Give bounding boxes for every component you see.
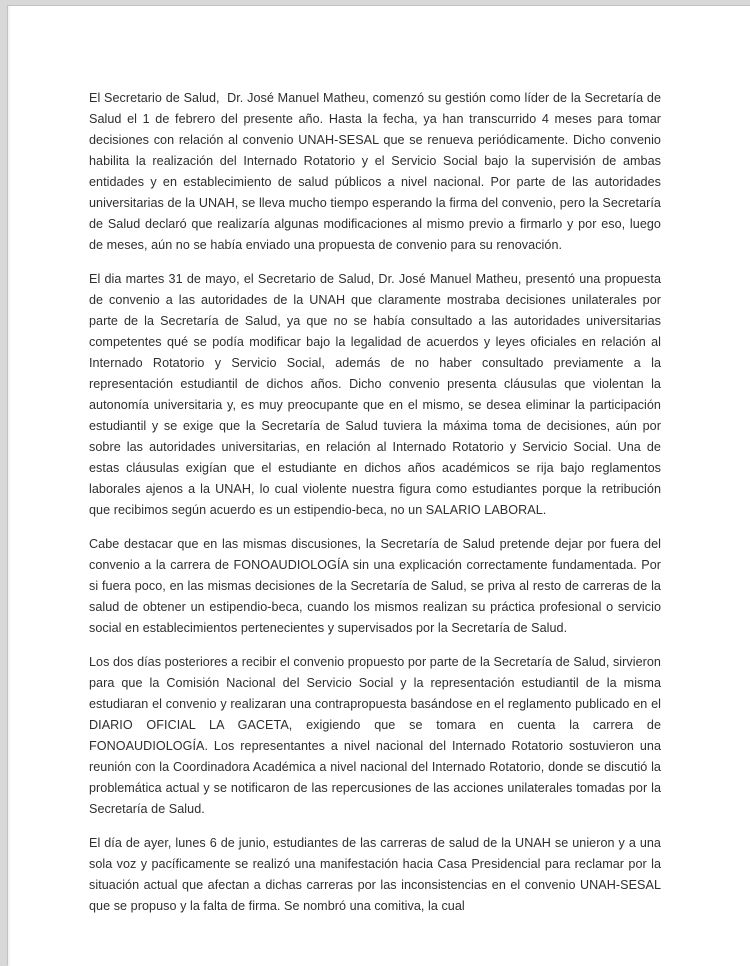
paragraph-5: El día de ayer, lunes 6 de junio, estudiantes de las carreras de salud de la UNAH se unieron y a una sola voz y pacíficamente se realizó una manifestación hacia Casa Presidencial para reclamar por la situación actual que afectan a dichas carreras por las inconsistencias en el convenio UNAH-SESAL que se propuso y la falta de firma. Se nombró una comitiva, la cual bbox=[89, 836, 665, 913]
document-text-body bbox=[89, 88, 665, 917]
paragraph-4: Los dos días posteriores a recibir el convenio propuesto por parte de la Secretaría de Salud, sirvieron para que la Comisión Nacional del Servicio Social y la representación estudiantil de la misma estudiaran el convenio y realizaran una contrapropuesta basándose en el reglamento publicado en el DIARIO OFICIAL LA GACETA, exigiendo que se tomara en cuenta la carrera de FONOAUDIOLOGÍA. Los representantes a nivel nacional del Internado Rotatorio sostuvieron una reunión con la Coordinadora Académica a nivel nacional del Internado Rotatorio, donde se discutió la problemática actual y se notificaron de las repercusiones de las acciones unilaterales tomadas por la Secretaría de Salud. bbox=[89, 655, 665, 816]
paragraph-1: El Secretario de Salud, Dr. José Manuel Matheu, comenzó su gestión como líder de la Secretaría de Salud el 1 de febrero del presente año. Hasta la fecha, ya han transcurrido 4 meses para tomar decisiones con relación al convenio UNAH-SESAL que se renueva periódicamente. Dicho convenio habilita la realización del Internado Rotatorio y el Servicio Social bajo la supervisión de ambas entidades y en establecimiento de salud públicos a nivel nacional. Por parte de las autoridades universitarias de la UNAH, se lleva mucho tiempo esperando la firma del convenio, pero la Secretaría de Salud declaró que realizaría algunas modificaciones al mismo previo a firmarlo y por eso, luego de meses, aún no se había enviado una propuesta de convenio para su renovación. bbox=[89, 91, 665, 252]
paragraph-2: El dia martes 31 de mayo, el Secretario de Salud, Dr. José Manuel Matheu, presentó una propuesta de convenio a las autoridades de la UNAH que claramente mostraba decisiones unilaterales por parte de la Secretaría de Salud, ya que no se había consultado a las autoridades universitarias competentes qué se podía modificar bajo la legalidad de acuerdos y leyes oficiales en relación al Internado Rotatorio y Servicio Social, además de no haber consultado previamente a la representación estudiantil de dichos años. Dicho convenio presenta cláusulas que violentan la autonomía universitaria y, es muy preocupante que en el mismo, se desea eliminar la participación estudiantil y se exige que la Secretaría de Salud tuviera la máxima toma de decisiones, aún por sobre las autoridades universitarias, en relación al Internado Rotatorio y Servicio Social. Una de estas cláusulas exigían que el estudiante en dichos años académicos se rija bajo reglamentos laborales ajenos a la UNAH, lo cual violente nuestra figura como estudiantes porque la retribución que recibimos según acuerdo es un estipendio-beca, no un SALARIO LABORAL. bbox=[89, 272, 665, 517]
paragraph-3: Cabe destacar que en las mismas discusiones, la Secretaría de Salud pretende dejar por fuera del convenio a la carrera de FONOAUDIOLOGÍA sin una explicación correctamente fundamentada. Por si fuera poco, en las mismas decisiones de la Secretaría de Salud, se priva al resto de carreras de la salud de obtener un estipendio-beca, cuando los mismos realizan su práctica profesional o servicio social en establecimientos pertenecientes y supervisados por la Secretaría de Salud. bbox=[89, 537, 665, 635]
document-page bbox=[8, 6, 750, 966]
